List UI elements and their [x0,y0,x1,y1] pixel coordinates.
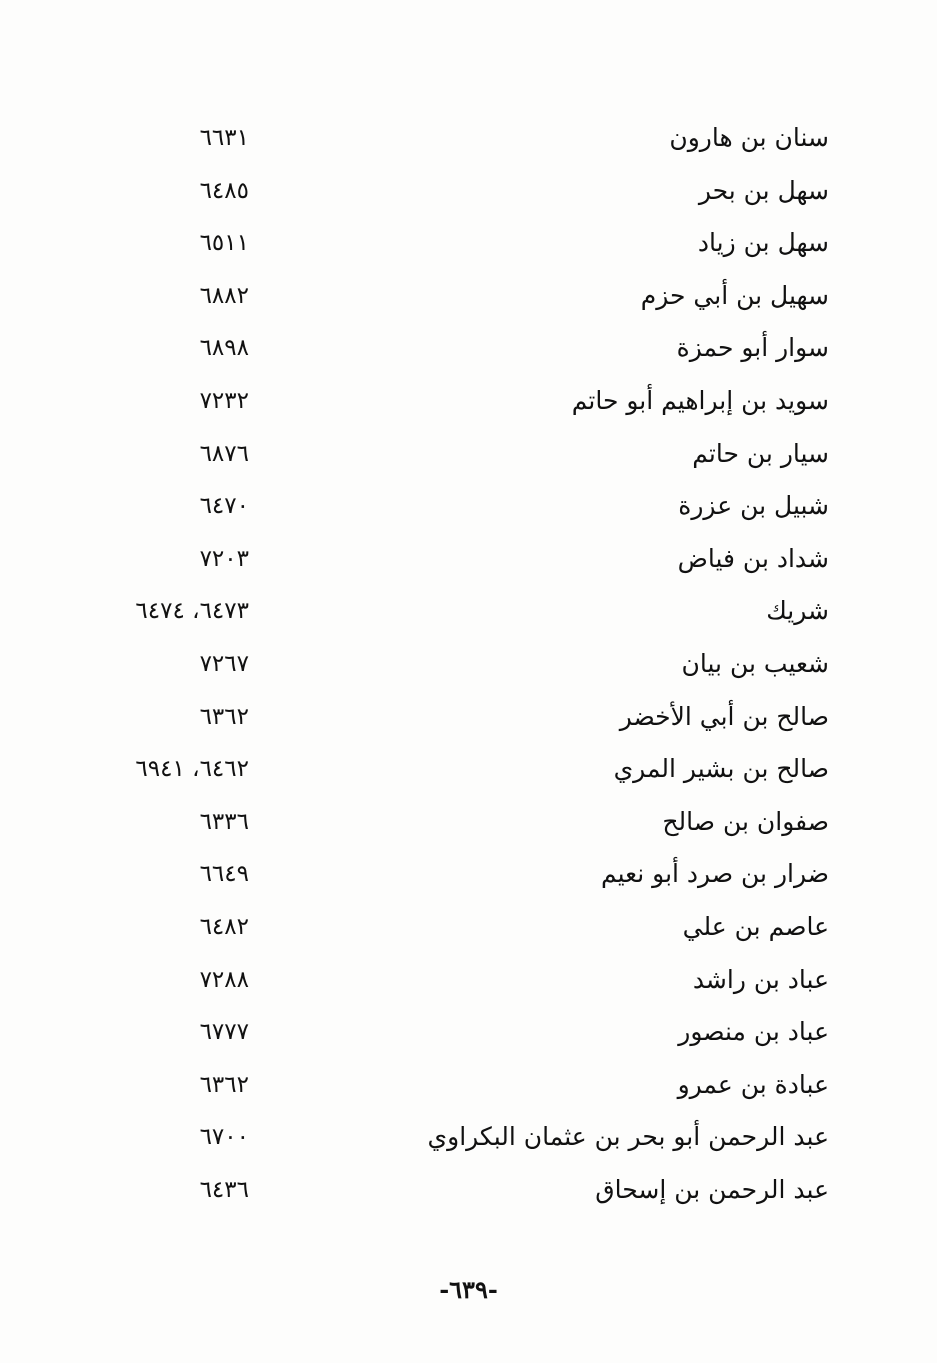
index-list [0,110,937,1214]
reference-numbers: ٦٤٧٣، ٦٤٧٤ [135,598,249,625]
reference-numbers: ٦٤٨٢ [199,913,249,940]
narrator-name: شداد بن فياض [677,543,829,573]
narrator-name: شعيب بن بيان [681,648,829,678]
reference-numbers: ٦٤٧٠ [199,493,249,520]
index-entry [0,163,937,216]
reference-numbers: ٧٢٦٧ [199,650,249,677]
narrator-name: عاصم بن علي [682,911,829,941]
index-entry [0,846,937,899]
index-entry [0,1057,937,1110]
index-entry [0,1004,937,1057]
index-entry [0,689,937,742]
narrator-name: صالح بن بشير المري [613,754,829,784]
narrator-name: صفوان بن صالح [662,806,829,836]
index-entry [0,268,937,321]
reference-numbers: ٦٧٧٧ [199,1019,249,1046]
narrator-name: شبيل بن عزرة [678,491,829,521]
narrator-name: ضرار بن صرد أبو نعيم [601,859,829,889]
narrator-name: سهيل بن أبي حزم [640,280,829,310]
reference-numbers: ٧٢٠٣ [199,545,249,572]
reference-numbers: ٦٥١١ [199,230,249,257]
narrator-name: عباد بن راشد [692,964,829,994]
narrator-name: سنان بن هارون [669,123,829,152]
narrator-name: سهل بن زياد [697,228,829,258]
index-entry [0,373,937,426]
narrator-name: سويد بن إبراهيم أبو حاتم [571,385,829,415]
narrator-name: سوار أبو حمزة [676,333,829,363]
index-entry [0,636,937,689]
index-entry [0,478,937,531]
reference-numbers: ٦٤٣٦ [199,1176,249,1203]
narrator-name: عبد الرحمن أبو بحر بن عثمان البكراوي [427,1122,829,1152]
index-entry [0,741,937,794]
index-entry [0,320,937,373]
narrator-name: شريك [766,596,829,626]
index-entry [0,952,937,1005]
reference-numbers: ٦٣٦٢ [199,703,249,730]
narrator-name: صالح بن أبي الأخضر [619,701,829,731]
index-entry [0,899,937,952]
index-entry [0,583,937,636]
reference-numbers: ٧٢٨٨ [199,966,249,993]
narrator-name: سيار بن حاتم [692,438,829,468]
narrator-name: عبد الرحمن بن إسحاق [595,1174,829,1204]
index-entry [0,794,937,847]
reference-numbers: ٦٣٣٦ [199,808,249,835]
reference-numbers: ٦٣٦٢ [199,1071,249,1098]
page-number: -٦٣٩- [439,1275,498,1304]
narrator-name: عباد بن منصور [678,1017,829,1047]
index-entry [0,215,937,268]
narrator-name: سهل بن بحر [698,175,829,205]
index-entry [0,531,937,584]
reference-numbers: ٦٧٠٠ [199,1124,249,1151]
index-entry [0,110,937,163]
index-entry [0,1109,937,1162]
reference-numbers: ٦٦٤٩ [199,861,249,888]
reference-numbers: ٦٨٨٢ [199,282,249,309]
reference-numbers: ٦٨٩٨ [199,335,249,362]
reference-numbers: ٦٨٧٦ [199,440,249,467]
reference-numbers: ٧٢٣٢ [199,387,249,414]
narrator-name: عبادة بن عمرو [677,1069,829,1099]
reference-numbers: ٦٦٣١ [199,125,249,151]
reference-numbers: ٦٤٨٥ [199,177,249,204]
index-entry [0,1162,937,1215]
index-entry [0,426,937,479]
reference-numbers: ٦٤٦٢، ٦٩٤١ [135,756,249,783]
